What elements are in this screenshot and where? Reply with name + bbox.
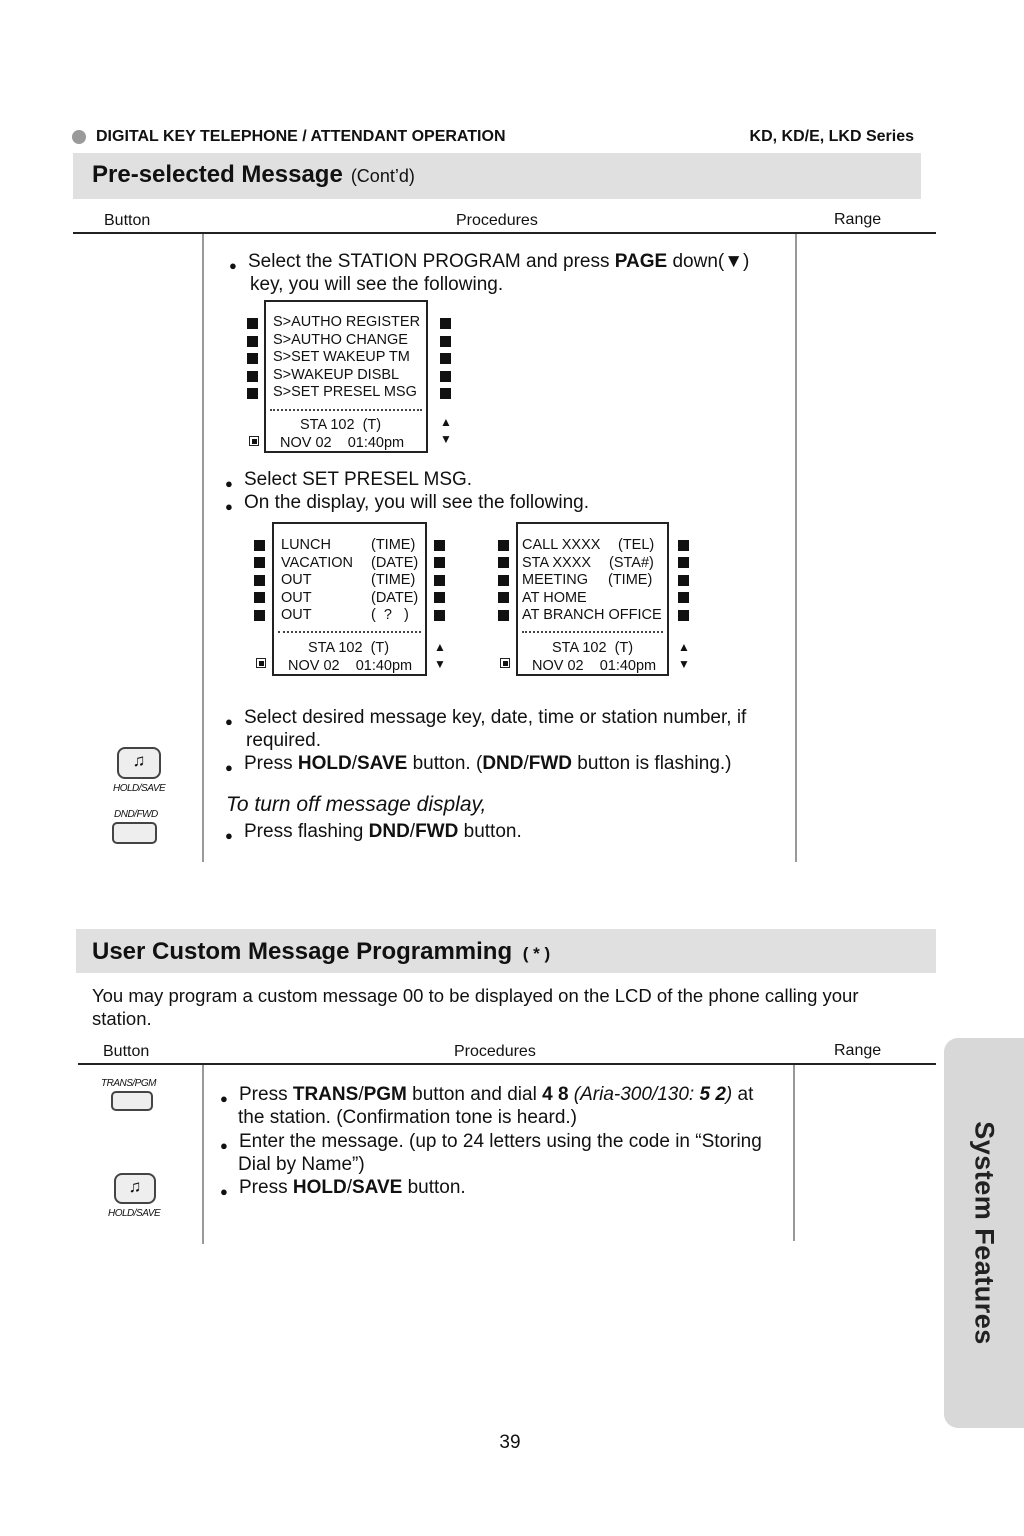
soft-key-icon[interactable] <box>678 575 689 586</box>
dnd-fwd-label: DND/FWD <box>114 809 158 820</box>
column-header-range: Range <box>834 1042 882 1059</box>
lcd-line: S>SET PRESEL MSG <box>273 384 417 400</box>
menu-key-icon[interactable] <box>249 436 259 446</box>
page-up-icon[interactable]: ▲ <box>434 640 446 654</box>
page-down-icon[interactable]: ▼ <box>434 657 446 671</box>
soft-key-icon[interactable] <box>498 575 509 586</box>
section-title: Pre-selected Message <box>92 161 343 188</box>
column-divider <box>202 234 204 862</box>
page-number: 39 <box>499 1432 521 1453</box>
lcd-display: LUNCH (TIME) VACATION (DATE) OUT (TIME) OUT (DATE) OUT ( ? ) STA 102 (T) NOV 02 01:40pm <box>272 522 427 676</box>
soft-key-icon[interactable] <box>678 610 689 621</box>
menu-key-icon[interactable] <box>500 658 510 668</box>
column-header-button: Button <box>103 1043 150 1060</box>
procedure-step: ● Select desired message key, date, time or station number, if <box>244 706 746 729</box>
lcd-line: S>AUTHO CHANGE <box>273 331 408 348</box>
soft-key-icon[interactable] <box>440 318 451 329</box>
soft-key-icon[interactable] <box>434 575 445 586</box>
column-header-procedures: Procedures <box>456 212 538 229</box>
menu-key-icon[interactable] <box>256 658 266 668</box>
side-tab-label: System Features <box>969 1121 1000 1345</box>
section-title-suffix: ( * ) <box>522 944 551 963</box>
soft-key-icon[interactable] <box>434 540 445 551</box>
lcd-status: STA 102 (T) <box>308 640 390 656</box>
soft-key-icon[interactable] <box>254 610 265 621</box>
column-divider <box>793 1065 795 1241</box>
soft-key-icon[interactable] <box>254 592 265 603</box>
lcd-line: S>AUTHO REGISTER <box>273 314 421 330</box>
column-header-procedures: Procedures <box>454 1043 536 1060</box>
trans-pgm-label: TRANS/PGM <box>101 1078 156 1089</box>
soft-key-icon[interactable] <box>498 540 509 551</box>
dnd-fwd-button-icon[interactable] <box>112 822 157 844</box>
header-series: KD, KD/E, LKD Series <box>749 128 914 145</box>
procedure-step-continued: key, you will see the following. <box>250 274 504 295</box>
soft-key-icon[interactable] <box>498 557 509 568</box>
soft-key-icon[interactable] <box>678 557 689 568</box>
soft-key-icon[interactable] <box>434 610 445 621</box>
soft-key-icon[interactable] <box>247 336 258 347</box>
soft-key-icon[interactable] <box>440 388 451 399</box>
soft-key-icon[interactable] <box>254 540 265 551</box>
procedure-step: ● Press HOLD/SAVE button. <box>239 1176 466 1199</box>
soft-key-icon[interactable] <box>247 371 258 382</box>
trans-pgm-button-icon[interactable] <box>111 1091 153 1111</box>
soft-key-icon[interactable] <box>247 388 258 399</box>
procedure-step: ● Press flashing DND/FWD button. <box>244 820 522 843</box>
hold-save-button-icon[interactable]: ♫ <box>117 747 161 779</box>
soft-key-icon[interactable] <box>498 592 509 603</box>
procedure-step: ● On the display, you will see the following. <box>244 491 589 514</box>
procedure-step-continued: required. <box>246 730 321 751</box>
lcd-date-time: NOV 02 01:40pm <box>532 658 657 674</box>
header-title: DIGITAL KEY TELEPHONE / ATTENDANT OPERATION <box>96 128 506 145</box>
section-banner <box>73 153 921 199</box>
intro-text-continued: station. <box>92 1008 152 1029</box>
soft-key-icon[interactable] <box>247 318 258 329</box>
side-tab <box>944 1038 1024 1428</box>
hold-save-label: HOLD/SAVE <box>108 1208 161 1219</box>
column-divider <box>795 234 797 862</box>
lcd-status: STA 102 (T) <box>300 417 382 433</box>
page-down-icon[interactable]: ▼ <box>678 657 690 671</box>
section-subtitle: (Cont’d) <box>350 166 415 186</box>
soft-key-icon[interactable] <box>678 540 689 551</box>
page-up-icon[interactable]: ▲ <box>440 415 452 429</box>
lcd-status: STA 102 (T) <box>552 640 634 656</box>
soft-key-icon[interactable] <box>440 336 451 347</box>
soft-key-icon[interactable] <box>440 353 451 364</box>
lcd-display: CALL XXXX (TEL) STA XXXX (STA#) MEETING (TIME) AT HOME AT BRANCH OFFICE STA 102 (T) NOV 02 01:40pm <box>516 522 669 676</box>
column-header-button: Button <box>104 212 151 229</box>
lcd-date-time: NOV 02 01:40pm <box>288 658 413 674</box>
procedure-step-continued: the station. (Confirmation tone is heard.) <box>238 1107 578 1128</box>
procedure-step: ● Select SET PRESEL MSG. <box>244 468 472 491</box>
soft-key-icon[interactable] <box>434 557 445 568</box>
procedure-step: ● Enter the message. (up to 24 letters using the code in “Storing <box>239 1130 762 1153</box>
section-banner <box>76 929 936 973</box>
section-title: User Custom Message Programming <box>92 938 513 965</box>
column-divider <box>202 1065 204 1244</box>
soft-key-icon[interactable] <box>678 592 689 603</box>
soft-key-icon[interactable] <box>440 371 451 382</box>
soft-key-icon[interactable] <box>247 353 258 364</box>
page-down-icon[interactable]: ▼ <box>440 432 452 446</box>
lcd-line: S>WAKEUP DISBL <box>273 366 400 383</box>
lcd-display <box>264 300 428 453</box>
procedure-step-continued: Dial by Name”) <box>238 1154 365 1175</box>
column-header-range: Range <box>834 211 882 228</box>
subheading: To turn off message display, <box>226 793 487 816</box>
lcd-line: S>SET WAKEUP TM <box>273 349 410 365</box>
table-rule <box>78 1063 936 1065</box>
procedure-step: ● Press TRANS/PGM button and dial 4 8 (Aria-300/130: 5 2) at <box>239 1083 753 1106</box>
soft-key-icon[interactable] <box>498 610 509 621</box>
procedure-step: ● Select the STATION PROGRAM and press PAGE down(▼) <box>248 250 749 273</box>
hold-save-button-icon[interactable]: ♫ <box>114 1173 156 1204</box>
lcd-date-time: NOV 02 01:40pm <box>280 435 405 451</box>
soft-key-icon[interactable] <box>434 592 445 603</box>
procedure-step: ● Press HOLD/SAVE button. (DND/FWD button is flashing.) <box>244 752 732 775</box>
header-bullet-icon <box>72 130 86 144</box>
soft-key-icon[interactable] <box>254 575 265 586</box>
soft-key-icon[interactable] <box>254 557 265 568</box>
intro-text: You may program a custom message 00 to be displayed on the LCD of the phone calling your <box>92 985 859 1006</box>
page-up-icon[interactable]: ▲ <box>678 640 690 654</box>
hold-save-label: HOLD/SAVE <box>113 783 166 794</box>
